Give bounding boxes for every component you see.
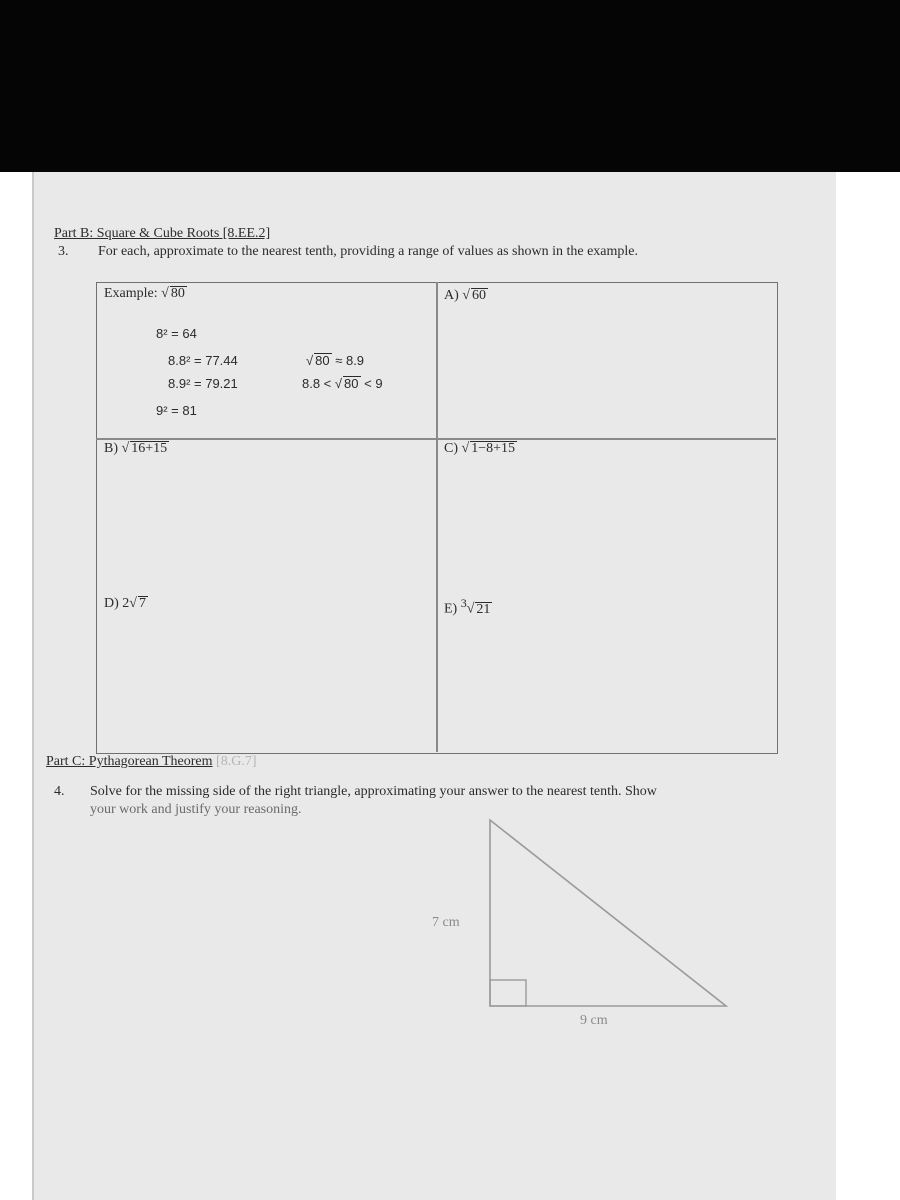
example-work-line-1: 8² = 64 (156, 326, 197, 341)
example-label: Example: √ 80 (104, 286, 185, 301)
problem-e: E) $^3$√ 21 (444, 596, 491, 617)
example-work-line-3: 8.9² = 79.21 (168, 376, 238, 391)
question-4-number: 4. (54, 784, 65, 799)
question-3-instruction: For each, approximate to the nearest tenth, providing a range of values as shown in the example. (98, 244, 638, 259)
part-c-title: Part C: Pythagorean Theorem [8.G.7] (46, 754, 257, 769)
cube-root-index: 3 (460, 596, 467, 610)
problem-a: A) √ 60 (444, 288, 486, 303)
example-approximation: √ 80 ≈ 8.9 (306, 353, 365, 368)
problem-d: D) 2√ 7 (104, 596, 146, 611)
horizontal-leg-label: 9 cm (580, 1013, 608, 1028)
example-work-line-2: 8.8² = 77.44 (168, 353, 238, 368)
right-angle-marker (490, 980, 526, 1006)
part-b-title: Part B: Square & Cube Roots [8.EE.2] (54, 226, 271, 241)
example-work-line-4: 9² = 81 (156, 403, 197, 418)
example-radicand: 80 (170, 286, 185, 301)
problem-c: C) √ 1−8+15 (444, 441, 515, 456)
problem-b: B) √ 16+15 (104, 441, 168, 456)
question-4-instruction-line-2: your work and justify your reasoning. (90, 802, 302, 817)
example-range: 8.8 < √ 80 < 9 (302, 376, 383, 391)
vertical-leg-label: 7 cm (432, 915, 460, 930)
right-triangle (490, 820, 726, 1006)
question-4-instruction-line-1: Solve for the missing side of the right triangle, approximating your answer to the nearest tenth. Show (90, 784, 657, 799)
question-3-number: 3. (58, 244, 69, 259)
